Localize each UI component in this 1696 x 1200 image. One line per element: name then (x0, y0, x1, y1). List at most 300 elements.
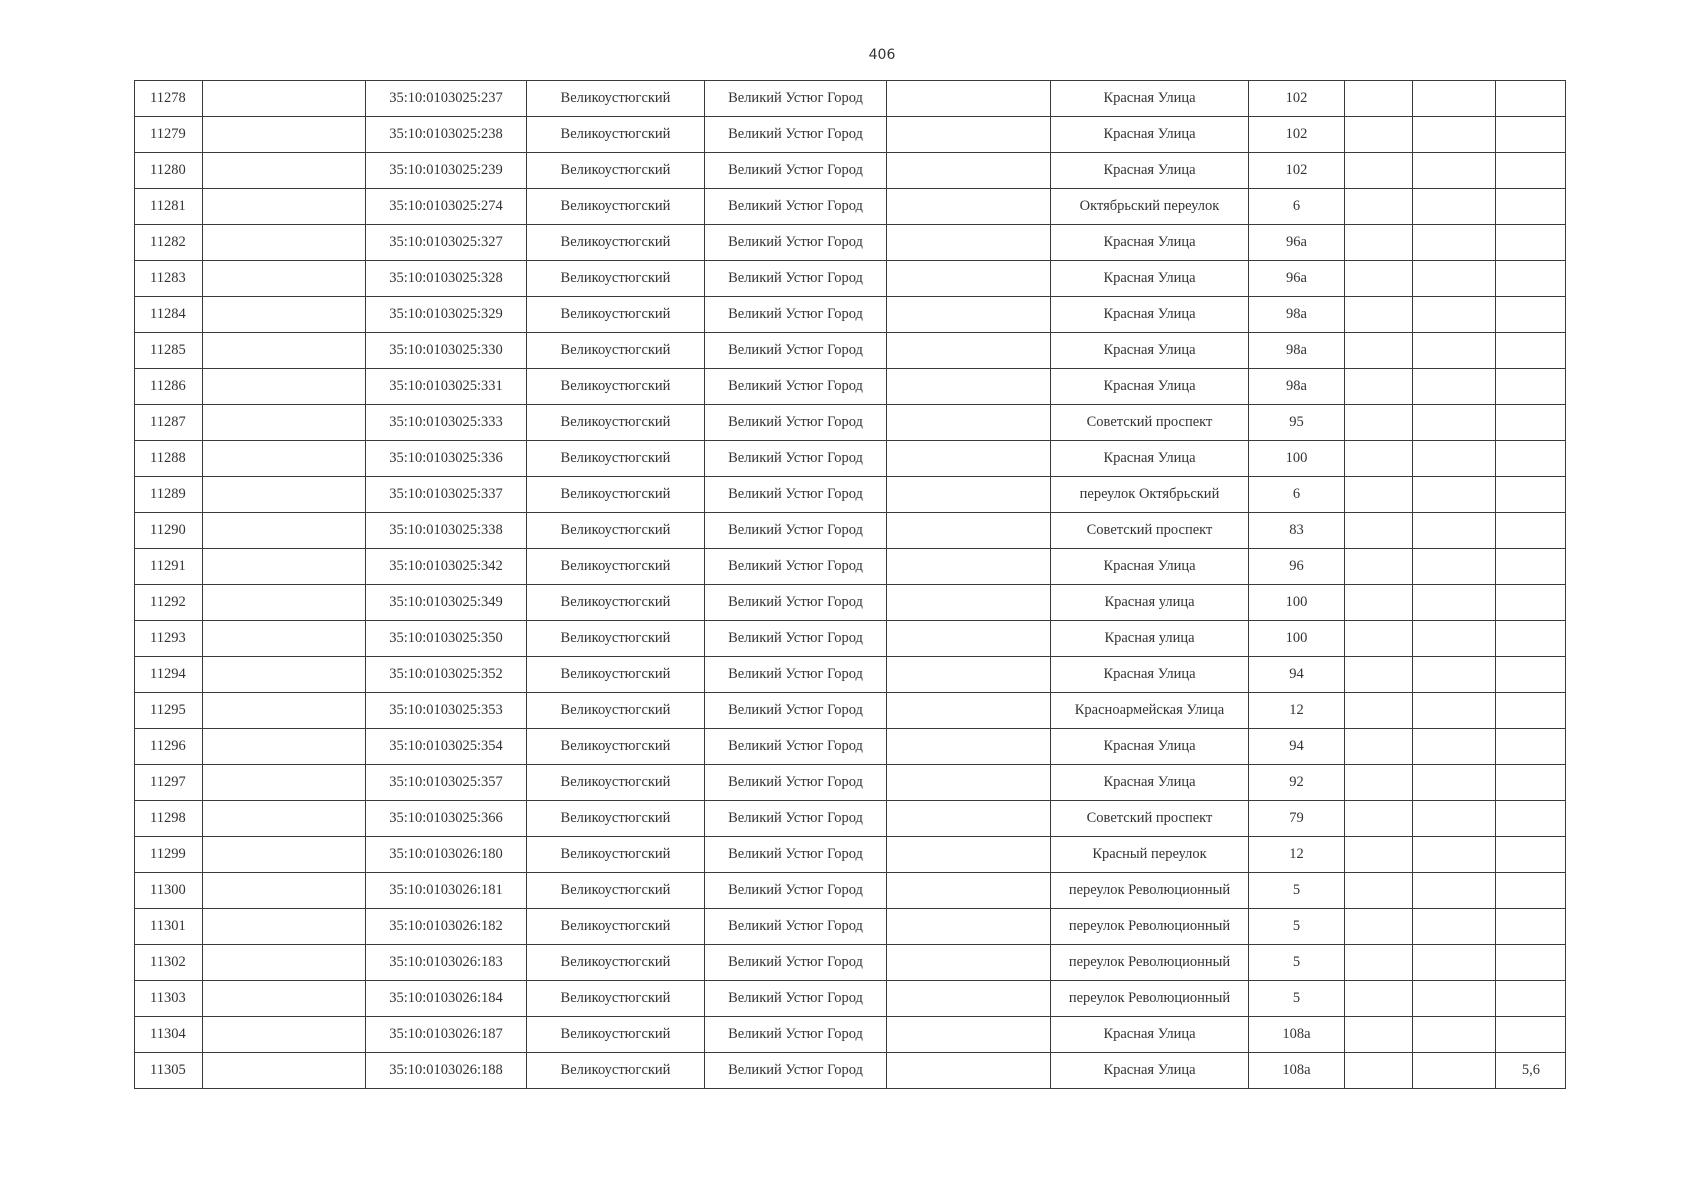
blank-cell (1345, 1053, 1413, 1089)
table-row (135, 261, 1566, 297)
cadastral-number-cell: 35:10:0103025:239 (366, 153, 527, 189)
street-cell: Красная улица (1051, 621, 1249, 657)
street-cell: Советский проспект (1051, 513, 1249, 549)
blank-cell (203, 297, 366, 333)
house-number-cell: 79 (1249, 801, 1345, 837)
house-number-cell: 94 (1249, 657, 1345, 693)
street-cell: Красная Улица (1051, 441, 1249, 477)
district-cell: Великоустюгский (527, 153, 705, 189)
record-number-cell: 11294 (135, 657, 203, 693)
district-cell: Великоустюгский (527, 945, 705, 981)
blank-cell (1413, 81, 1496, 117)
street-cell: Красная Улица (1051, 1053, 1249, 1089)
blank-cell (1413, 621, 1496, 657)
blank-cell (1413, 225, 1496, 261)
blank-cell (1413, 153, 1496, 189)
house-number-cell: 102 (1249, 153, 1345, 189)
house-number-cell: 98а (1249, 369, 1345, 405)
blank-cell (1345, 153, 1413, 189)
cadastral-number-cell: 35:10:0103025:350 (366, 621, 527, 657)
extra-value-cell (1496, 549, 1566, 585)
table-row (135, 873, 1566, 909)
cadastral-number-cell: 35:10:0103025:331 (366, 369, 527, 405)
locality-cell: Великий Устюг Город (705, 333, 887, 369)
blank-cell (203, 657, 366, 693)
locality-cell: Великий Устюг Город (705, 585, 887, 621)
blank-cell (1413, 333, 1496, 369)
blank-cell (203, 693, 366, 729)
blank-cell (1345, 873, 1413, 909)
blank-cell (887, 369, 1051, 405)
table-row (135, 549, 1566, 585)
cadastral-number-cell: 35:10:0103025:353 (366, 693, 527, 729)
house-number-cell: 6 (1249, 477, 1345, 513)
table-row (135, 729, 1566, 765)
house-number-cell: 96а (1249, 225, 1345, 261)
blank-cell (1413, 1017, 1496, 1053)
locality-cell: Великий Устюг Город (705, 261, 887, 297)
district-cell: Великоустюгский (527, 441, 705, 477)
locality-cell: Великий Устюг Город (705, 765, 887, 801)
street-cell: переулок Октябрьский (1051, 477, 1249, 513)
cadastral-number-cell: 35:10:0103025:342 (366, 549, 527, 585)
district-cell: Великоустюгский (527, 765, 705, 801)
extra-value-cell (1496, 189, 1566, 225)
blank-cell (887, 801, 1051, 837)
blank-cell (887, 261, 1051, 297)
extra-value-cell (1496, 801, 1566, 837)
extra-value-cell (1496, 117, 1566, 153)
blank-cell (1345, 981, 1413, 1017)
extra-value-cell (1496, 369, 1566, 405)
blank-cell (203, 225, 366, 261)
blank-cell (203, 729, 366, 765)
blank-cell (203, 1017, 366, 1053)
district-cell: Великоустюгский (527, 189, 705, 225)
blank-cell (1345, 189, 1413, 225)
extra-value-cell (1496, 585, 1566, 621)
locality-cell: Великий Устюг Город (705, 369, 887, 405)
street-cell: Советский проспект (1051, 405, 1249, 441)
cadastral-number-cell: 35:10:0103026:180 (366, 837, 527, 873)
locality-cell: Великий Устюг Город (705, 441, 887, 477)
blank-cell (1413, 873, 1496, 909)
blank-cell (203, 441, 366, 477)
blank-cell (1413, 981, 1496, 1017)
blank-cell (203, 621, 366, 657)
table-row (135, 621, 1566, 657)
extra-value-cell (1496, 153, 1566, 189)
locality-cell: Великий Устюг Город (705, 1017, 887, 1053)
cadastral-number-cell: 35:10:0103025:338 (366, 513, 527, 549)
cadastral-number-cell: 35:10:0103026:188 (366, 1053, 527, 1089)
extra-value-cell (1496, 909, 1566, 945)
table-row (135, 117, 1566, 153)
record-number-cell: 11298 (135, 801, 203, 837)
blank-cell (887, 153, 1051, 189)
blank-cell (1345, 1017, 1413, 1053)
extra-value-cell (1496, 1017, 1566, 1053)
house-number-cell: 83 (1249, 513, 1345, 549)
blank-cell (1345, 657, 1413, 693)
table-row (135, 1053, 1566, 1089)
blank-cell (203, 945, 366, 981)
cadastral-number-cell: 35:10:0103025:328 (366, 261, 527, 297)
blank-cell (1345, 729, 1413, 765)
blank-cell (887, 513, 1051, 549)
district-cell: Великоустюгский (527, 657, 705, 693)
table-row (135, 513, 1566, 549)
extra-value-cell (1496, 297, 1566, 333)
district-cell: Великоустюгский (527, 477, 705, 513)
district-cell: Великоустюгский (527, 1017, 705, 1053)
house-number-cell: 102 (1249, 117, 1345, 153)
locality-cell: Великий Устюг Город (705, 909, 887, 945)
table-row (135, 441, 1566, 477)
blank-cell (203, 477, 366, 513)
record-number-cell: 11290 (135, 513, 203, 549)
street-cell: Красноармейская Улица (1051, 693, 1249, 729)
blank-cell (1413, 189, 1496, 225)
blank-cell (203, 81, 366, 117)
record-number-cell: 11280 (135, 153, 203, 189)
district-cell: Великоустюгский (527, 909, 705, 945)
blank-cell (887, 657, 1051, 693)
table-row (135, 657, 1566, 693)
extra-value-cell (1496, 621, 1566, 657)
record-number-cell: 11286 (135, 369, 203, 405)
blank-cell (1345, 117, 1413, 153)
record-number-cell: 11285 (135, 333, 203, 369)
cadastral-number-cell: 35:10:0103025:354 (366, 729, 527, 765)
street-cell: переулок Революционный (1051, 981, 1249, 1017)
blank-cell (203, 513, 366, 549)
extra-value-cell (1496, 441, 1566, 477)
house-number-cell: 5 (1249, 909, 1345, 945)
locality-cell: Великий Устюг Город (705, 837, 887, 873)
street-cell: Красная Улица (1051, 549, 1249, 585)
locality-cell: Великий Устюг Город (705, 477, 887, 513)
street-cell: Красная Улица (1051, 81, 1249, 117)
registry-table (134, 80, 1566, 1089)
blank-cell (1345, 405, 1413, 441)
district-cell: Великоустюгский (527, 117, 705, 153)
street-cell: переулок Революционный (1051, 909, 1249, 945)
extra-value-cell (1496, 837, 1566, 873)
blank-cell (887, 873, 1051, 909)
cadastral-number-cell: 35:10:0103025:274 (366, 189, 527, 225)
blank-cell (1345, 333, 1413, 369)
record-number-cell: 11281 (135, 189, 203, 225)
registry-body (135, 81, 1566, 1089)
record-number-cell: 11282 (135, 225, 203, 261)
extra-value-cell (1496, 513, 1566, 549)
record-number-cell: 11284 (135, 297, 203, 333)
blank-cell (1413, 441, 1496, 477)
record-number-cell: 11283 (135, 261, 203, 297)
blank-cell (887, 585, 1051, 621)
table-row (135, 81, 1566, 117)
blank-cell (203, 981, 366, 1017)
blank-cell (203, 1053, 366, 1089)
district-cell: Великоустюгский (527, 1053, 705, 1089)
blank-cell (203, 333, 366, 369)
street-cell: Красная Улица (1051, 225, 1249, 261)
blank-cell (887, 981, 1051, 1017)
blank-cell (1413, 549, 1496, 585)
locality-cell: Великий Устюг Город (705, 513, 887, 549)
blank-cell (1413, 297, 1496, 333)
blank-cell (203, 261, 366, 297)
locality-cell: Великий Устюг Город (705, 153, 887, 189)
record-number-cell: 11291 (135, 549, 203, 585)
extra-value-cell (1496, 657, 1566, 693)
street-cell: Красная Улица (1051, 657, 1249, 693)
cadastral-number-cell: 35:10:0103025:238 (366, 117, 527, 153)
street-cell: Красная Улица (1051, 261, 1249, 297)
locality-cell: Великий Устюг Город (705, 189, 887, 225)
table-row (135, 909, 1566, 945)
record-number-cell: 11300 (135, 873, 203, 909)
district-cell: Великоустюгский (527, 297, 705, 333)
table-row (135, 189, 1566, 225)
cadastral-number-cell: 35:10:0103025:329 (366, 297, 527, 333)
blank-cell (887, 1017, 1051, 1053)
record-number-cell: 11297 (135, 765, 203, 801)
house-number-cell: 108а (1249, 1053, 1345, 1089)
cadastral-number-cell: 35:10:0103025:336 (366, 441, 527, 477)
blank-cell (887, 441, 1051, 477)
street-cell: Красная Улица (1051, 1017, 1249, 1053)
table-row (135, 585, 1566, 621)
street-cell: Советский проспект (1051, 801, 1249, 837)
blank-cell (1413, 765, 1496, 801)
table-row (135, 297, 1566, 333)
blank-cell (1345, 945, 1413, 981)
blank-cell (1413, 477, 1496, 513)
house-number-cell: 96а (1249, 261, 1345, 297)
locality-cell: Великий Устюг Город (705, 873, 887, 909)
district-cell: Великоустюгский (527, 693, 705, 729)
district-cell: Великоустюгский (527, 621, 705, 657)
blank-cell (887, 297, 1051, 333)
extra-value-cell (1496, 225, 1566, 261)
blank-cell (1345, 81, 1413, 117)
locality-cell: Великий Устюг Город (705, 117, 887, 153)
cadastral-number-cell: 35:10:0103025:366 (366, 801, 527, 837)
locality-cell: Великий Устюг Город (705, 549, 887, 585)
cadastral-number-cell: 35:10:0103026:184 (366, 981, 527, 1017)
blank-cell (1345, 513, 1413, 549)
blank-cell (203, 369, 366, 405)
blank-cell (203, 873, 366, 909)
blank-cell (203, 117, 366, 153)
extra-value-cell (1496, 981, 1566, 1017)
blank-cell (887, 225, 1051, 261)
house-number-cell: 108а (1249, 1017, 1345, 1053)
blank-cell (1345, 297, 1413, 333)
house-number-cell: 96 (1249, 549, 1345, 585)
extra-value-cell: 5,6 (1496, 1053, 1566, 1089)
locality-cell: Великий Устюг Город (705, 801, 887, 837)
district-cell: Великоустюгский (527, 801, 705, 837)
house-number-cell: 6 (1249, 189, 1345, 225)
blank-cell (887, 693, 1051, 729)
locality-cell: Великий Устюг Город (705, 981, 887, 1017)
blank-cell (887, 477, 1051, 513)
blank-cell (1413, 837, 1496, 873)
blank-cell (1413, 945, 1496, 981)
locality-cell: Великий Устюг Город (705, 693, 887, 729)
locality-cell: Великий Устюг Город (705, 729, 887, 765)
record-number-cell: 11287 (135, 405, 203, 441)
locality-cell: Великий Устюг Город (705, 657, 887, 693)
record-number-cell: 11288 (135, 441, 203, 477)
house-number-cell: 94 (1249, 729, 1345, 765)
blank-cell (1413, 1053, 1496, 1089)
cadastral-number-cell: 35:10:0103025:357 (366, 765, 527, 801)
cadastral-number-cell: 35:10:0103025:349 (366, 585, 527, 621)
blank-cell (1345, 765, 1413, 801)
blank-cell (887, 1053, 1051, 1089)
extra-value-cell (1496, 261, 1566, 297)
street-cell: Красная Улица (1051, 729, 1249, 765)
blank-cell (1345, 693, 1413, 729)
locality-cell: Великий Устюг Город (705, 225, 887, 261)
district-cell: Великоустюгский (527, 405, 705, 441)
district-cell: Великоустюгский (527, 369, 705, 405)
street-cell: Красная Улица (1051, 333, 1249, 369)
locality-cell: Великий Устюг Город (705, 405, 887, 441)
blank-cell (887, 189, 1051, 225)
district-cell: Великоустюгский (527, 585, 705, 621)
blank-cell (203, 837, 366, 873)
blank-cell (1413, 117, 1496, 153)
cadastral-number-cell: 35:10:0103025:237 (366, 81, 527, 117)
district-cell: Великоустюгский (527, 513, 705, 549)
house-number-cell: 100 (1249, 441, 1345, 477)
record-number-cell: 11279 (135, 117, 203, 153)
district-cell: Великоустюгский (527, 729, 705, 765)
blank-cell (1413, 261, 1496, 297)
house-number-cell: 92 (1249, 765, 1345, 801)
house-number-cell: 12 (1249, 693, 1345, 729)
extra-value-cell (1496, 405, 1566, 441)
locality-cell: Великий Устюг Город (705, 1053, 887, 1089)
district-cell: Великоустюгский (527, 81, 705, 117)
blank-cell (203, 765, 366, 801)
street-cell: Красная Улица (1051, 765, 1249, 801)
blank-cell (887, 837, 1051, 873)
extra-value-cell (1496, 765, 1566, 801)
record-number-cell: 11303 (135, 981, 203, 1017)
house-number-cell: 5 (1249, 945, 1345, 981)
street-cell: переулок Революционный (1051, 945, 1249, 981)
blank-cell (1345, 837, 1413, 873)
table-row (135, 837, 1566, 873)
street-cell: Красная Улица (1051, 117, 1249, 153)
cadastral-number-cell: 35:10:0103026:181 (366, 873, 527, 909)
house-number-cell: 5 (1249, 981, 1345, 1017)
house-number-cell: 102 (1249, 81, 1345, 117)
blank-cell (1345, 369, 1413, 405)
district-cell: Великоустюгский (527, 873, 705, 909)
house-number-cell: 98а (1249, 333, 1345, 369)
table-row (135, 333, 1566, 369)
blank-cell (1345, 801, 1413, 837)
blank-cell (1345, 549, 1413, 585)
house-number-cell: 98а (1249, 297, 1345, 333)
table-row (135, 765, 1566, 801)
district-cell: Великоустюгский (527, 837, 705, 873)
street-cell: Красная Улица (1051, 153, 1249, 189)
blank-cell (887, 405, 1051, 441)
table-row (135, 693, 1566, 729)
extra-value-cell (1496, 333, 1566, 369)
cadastral-number-cell: 35:10:0103025:337 (366, 477, 527, 513)
blank-cell (203, 909, 366, 945)
district-cell: Великоустюгский (527, 261, 705, 297)
blank-cell (1345, 441, 1413, 477)
record-number-cell: 11292 (135, 585, 203, 621)
district-cell: Великоустюгский (527, 225, 705, 261)
district-cell: Великоустюгский (527, 333, 705, 369)
locality-cell: Великий Устюг Город (705, 81, 887, 117)
blank-cell (203, 405, 366, 441)
blank-cell (203, 585, 366, 621)
blank-cell (887, 909, 1051, 945)
house-number-cell: 100 (1249, 621, 1345, 657)
cadastral-number-cell: 35:10:0103025:330 (366, 333, 527, 369)
house-number-cell: 100 (1249, 585, 1345, 621)
blank-cell (1413, 369, 1496, 405)
district-cell: Великоустюгский (527, 549, 705, 585)
record-number-cell: 11305 (135, 1053, 203, 1089)
street-cell: Красный переулок (1051, 837, 1249, 873)
blank-cell (1345, 261, 1413, 297)
street-cell: Красная Улица (1051, 297, 1249, 333)
blank-cell (1345, 477, 1413, 513)
table-row (135, 225, 1566, 261)
blank-cell (203, 153, 366, 189)
blank-cell (1413, 405, 1496, 441)
extra-value-cell (1496, 945, 1566, 981)
street-cell: Октябрьский переулок (1051, 189, 1249, 225)
extra-value-cell (1496, 81, 1566, 117)
record-number-cell: 11299 (135, 837, 203, 873)
table-row (135, 405, 1566, 441)
blank-cell (887, 549, 1051, 585)
record-number-cell: 11278 (135, 81, 203, 117)
blank-cell (1345, 585, 1413, 621)
cadastral-number-cell: 35:10:0103026:182 (366, 909, 527, 945)
table-row (135, 477, 1566, 513)
street-cell: Красная Улица (1051, 369, 1249, 405)
blank-cell (1413, 657, 1496, 693)
table-row (135, 369, 1566, 405)
cadastral-number-cell: 35:10:0103025:327 (366, 225, 527, 261)
record-number-cell: 11289 (135, 477, 203, 513)
blank-cell (1345, 909, 1413, 945)
house-number-cell: 5 (1249, 873, 1345, 909)
extra-value-cell (1496, 873, 1566, 909)
blank-cell (203, 549, 366, 585)
blank-cell (203, 189, 366, 225)
cadastral-number-cell: 35:10:0103026:183 (366, 945, 527, 981)
record-number-cell: 11296 (135, 729, 203, 765)
table-row (135, 981, 1566, 1017)
record-number-cell: 11304 (135, 1017, 203, 1053)
